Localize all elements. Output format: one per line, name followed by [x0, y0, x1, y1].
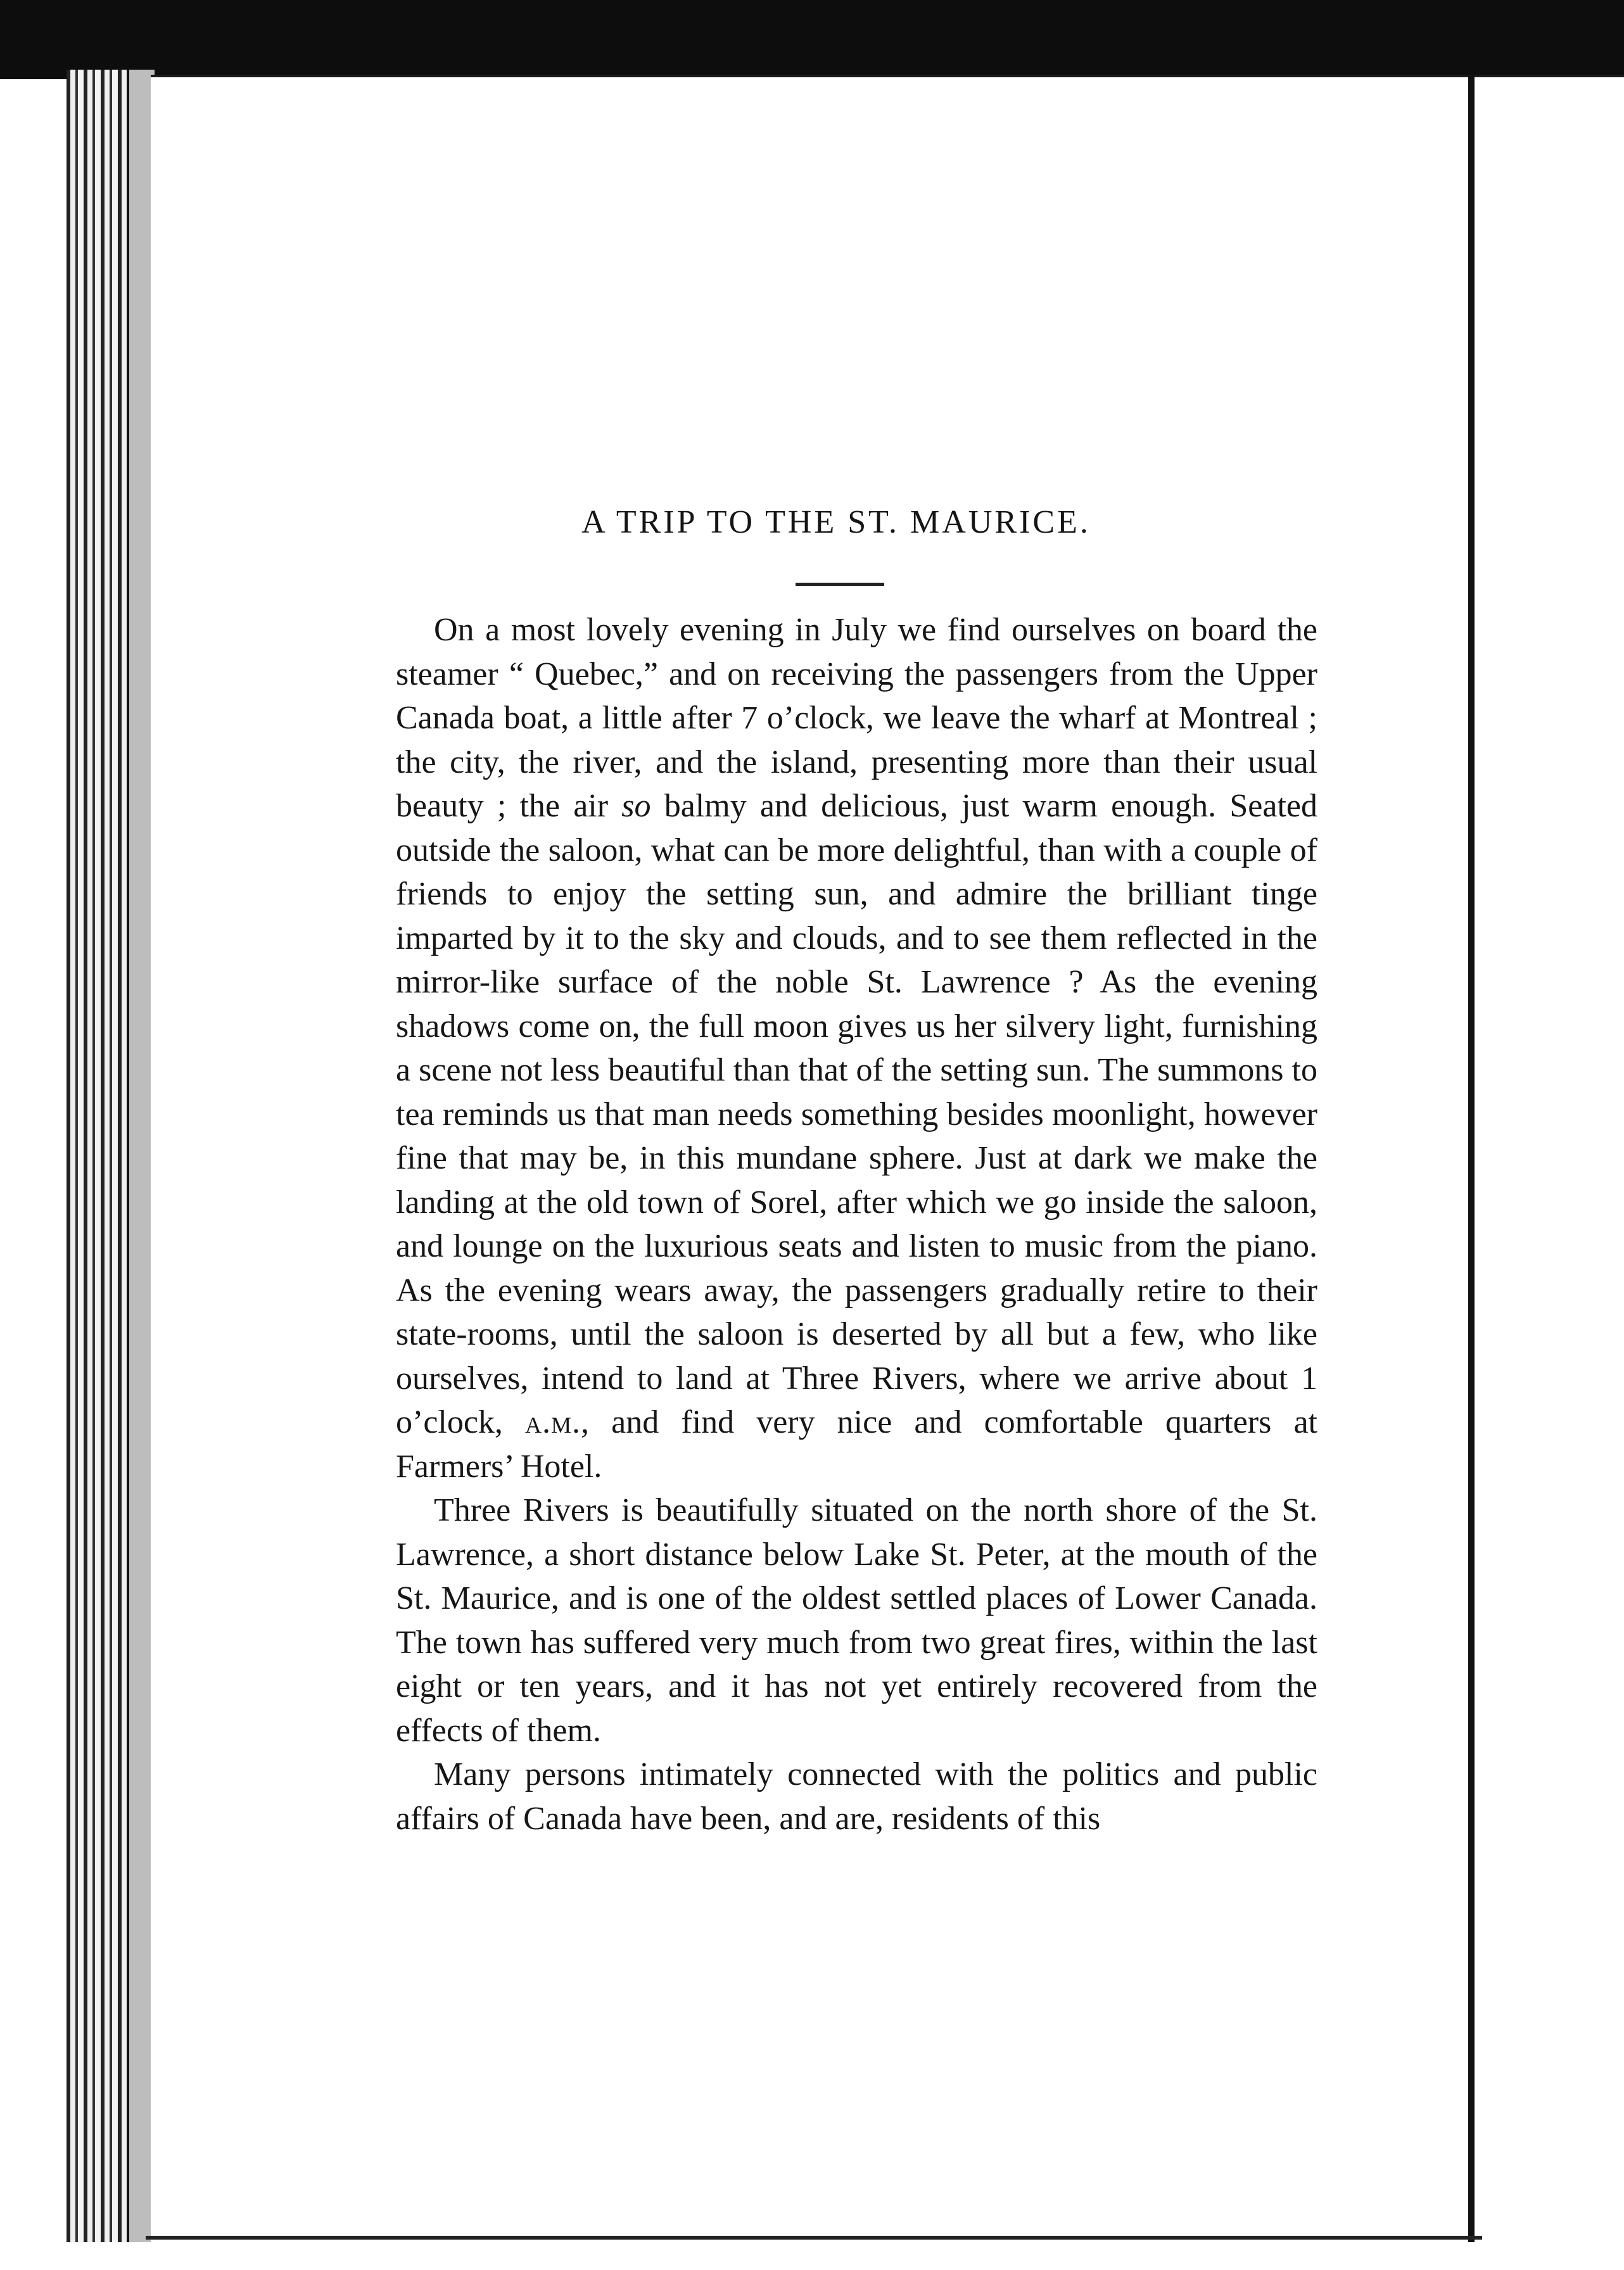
paragraph-3: Many persons intimately connected with the politics and public affairs of Canada have been, and are, residents of this	[396, 1756, 1317, 1837]
scan-dark-border-top	[0, 0, 1624, 79]
page-gutter-shadow	[1468, 75, 1475, 2242]
facing-page	[1475, 75, 1624, 2245]
paragraph-2: Three Rivers is beautifully situated on the north shore of the St. Lawrence, a short distance below Lake St. Peter, at the mouth of the St. Maurice, and is one of the oldest settled places of Lower Canada. The town has suffered very much from two great fires, within the last eight or ten years, and it has not yet entirely recovered from the effects of them.	[396, 1492, 1317, 1749]
chapter-title: A TRIP TO THE ST. MAURICE.	[581, 504, 1091, 540]
page-bottom-edge	[146, 2236, 1482, 2240]
time-abbreviation: a.m.	[525, 1404, 581, 1440]
body-text	[396, 608, 1317, 1841]
italic-word: so	[621, 788, 651, 824]
title-rule-divider	[796, 583, 884, 586]
paragraph-1: On a most lovely evening in July we find ourselves on board the steamer “ Quebec,” and on receiving the passengers from the Upper Canada boat, a little after 7 o’clock, we leave the wharf at Montreal ; the city, the river, and the island, presenting more than their usual beauty ; the air so balmy and delicious, just warm enough. Seated outside the saloon, what can be more delightful, than with a couple of friends to enjoy the setting sun, and admire the brilliant tinge imparted by it to the sky and clouds, and to see them reflected in the mirror-like surface of the noble St. Lawrence ? As the evening shadows come on, the full moon gives us her silvery light, furnishing a scene not less beautiful than that of the setting sun. The summons to tea reminds us that man needs something besides moonlight, however fine that may be, in this mundane sphere. Just at dark we make the landing at the old town of Sorel, after which we go inside the saloon, and lounge on the luxurious seats and listen to music from the piano. As the evening wears away, the passengers gradually retire to their state-rooms, until the saloon is deserted by all but a few, who like ourselves, intend to land at Three Rivers, where we arrive about 1 o’clock, a.m., and find very nice and comfortable quarters at Farmers’ Hotel.	[396, 612, 1317, 1485]
